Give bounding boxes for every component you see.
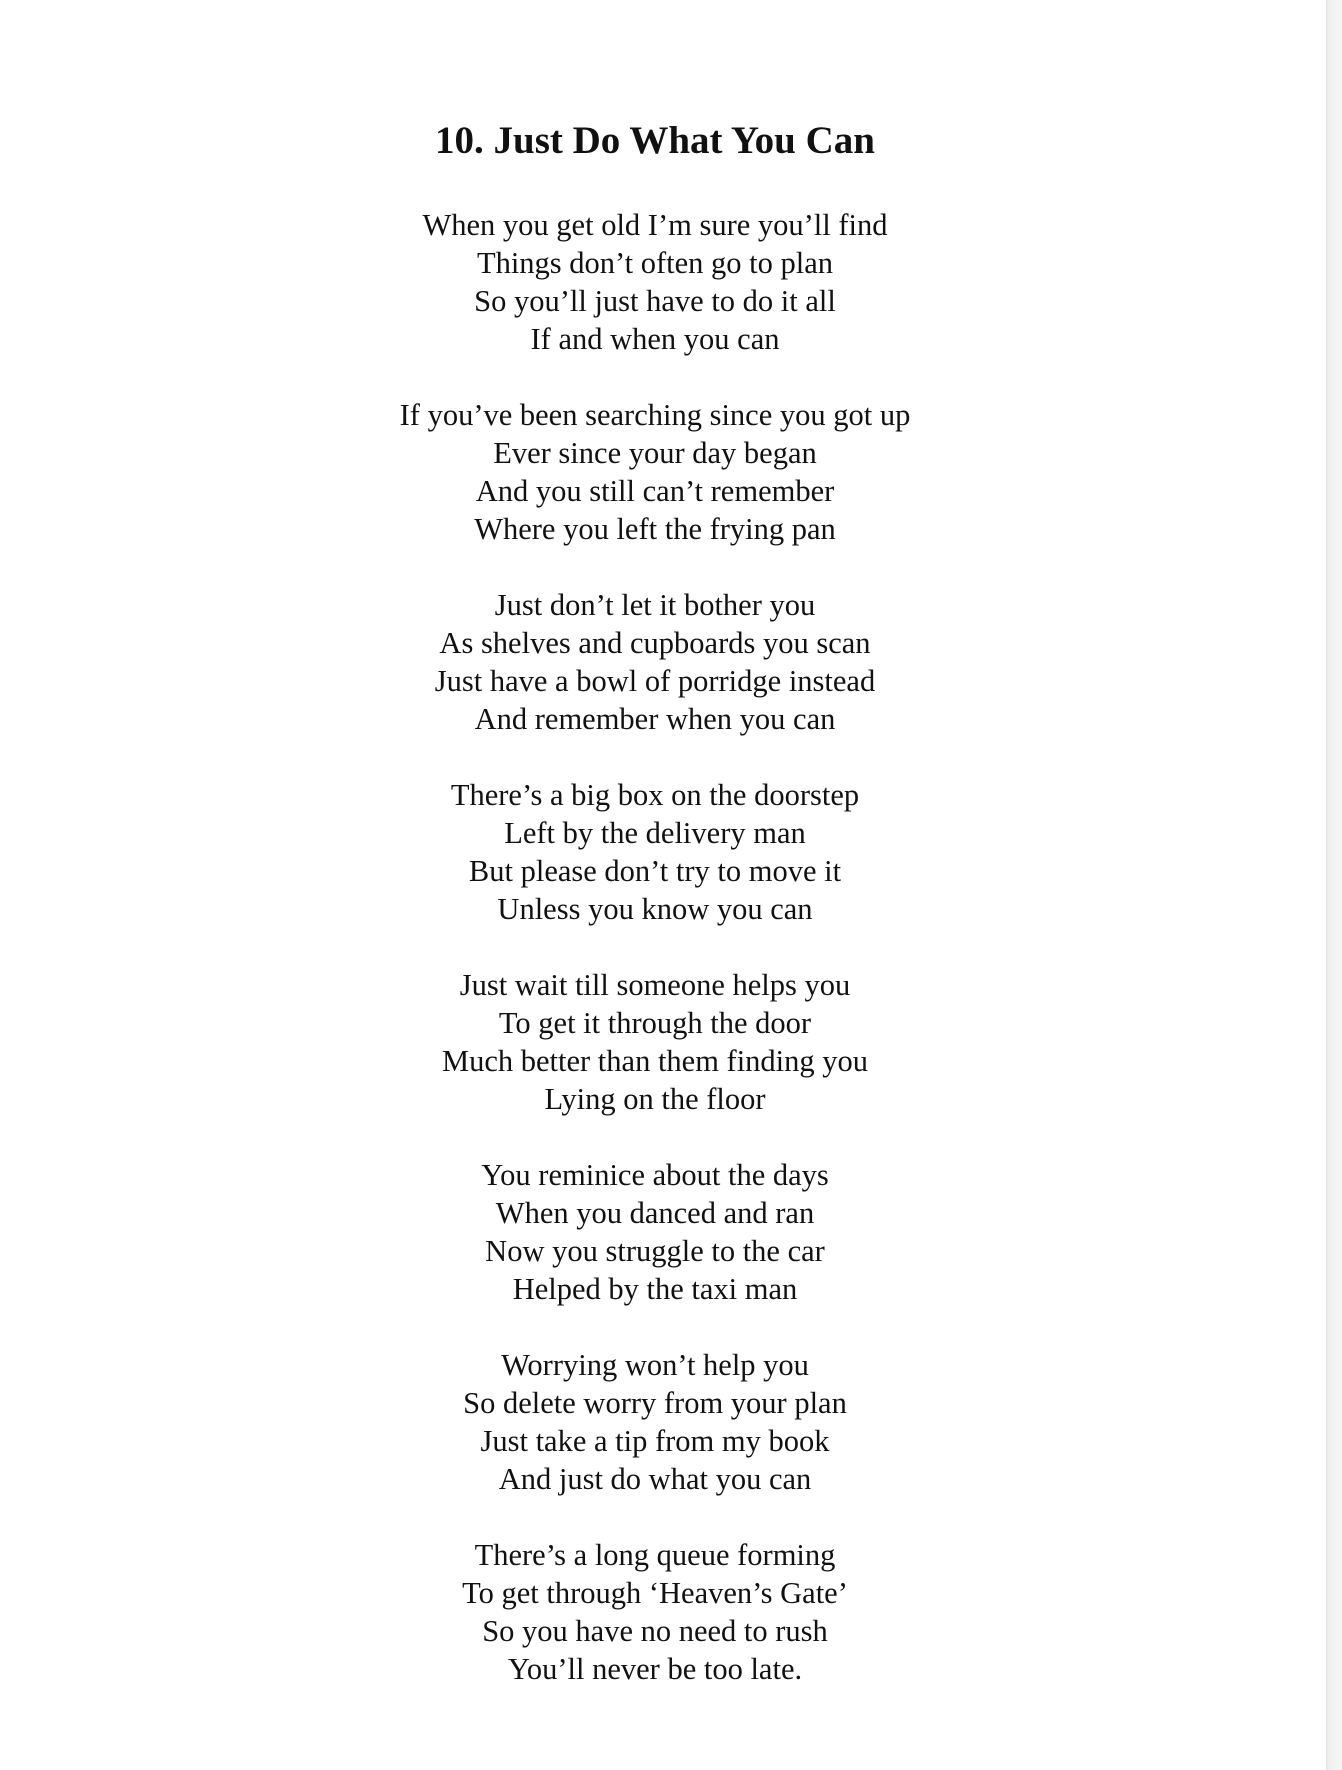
poem-line: So you’ll just have to do it all <box>474 284 836 318</box>
stanza-3 <box>0 586 1310 738</box>
poem-line: Just take a tip from my book <box>480 1424 830 1458</box>
poem-line: There’s a big box on the doorstep <box>450 778 860 812</box>
stanza-5 <box>0 966 1310 1118</box>
stanza-7 <box>0 1346 1310 1498</box>
poem-line: There’s a long queue forming <box>474 1538 836 1572</box>
poem-line: So you have no need to rush <box>482 1614 828 1648</box>
stanza-1 <box>0 206 1310 358</box>
poem-line: And just do what you can <box>498 1462 812 1496</box>
poem-line: Left by the delivery man <box>504 816 806 850</box>
poem-line: Ever since your day began <box>493 436 817 470</box>
page-edge-shadow <box>1326 0 1342 1770</box>
poem-line: If you’ve been searching since you got up <box>399 398 911 432</box>
poem-line: Just wait till someone helps you <box>459 968 851 1002</box>
poem-line: Now you struggle to the car <box>485 1234 825 1268</box>
poem-line: To get through ‘Heaven’s Gate’ <box>462 1576 848 1610</box>
poem-line: As shelves and cupboards you scan <box>439 626 871 660</box>
stanza-2 <box>0 396 1310 548</box>
poem-line: So delete worry from your plan <box>463 1386 847 1420</box>
poem-line: Things don’t often go to plan <box>476 246 834 280</box>
stanza-4 <box>0 776 1310 928</box>
poem-title: 10. Just Do What You Can <box>435 119 875 162</box>
poem-line: Unless you know you can <box>497 892 813 926</box>
poem-line: To get it through the door <box>498 1006 812 1040</box>
poem-line: Helped by the taxi man <box>512 1272 798 1306</box>
stanza-8 <box>0 1536 1310 1688</box>
poem-body <box>0 206 1310 1688</box>
poem-line: When you get old I’m sure you’ll find <box>422 208 888 242</box>
poem-line: Worrying won’t help you <box>501 1348 809 1382</box>
poem-line: But please don’t try to move it <box>468 854 842 888</box>
poem-line: If and when you can <box>530 322 780 356</box>
poem-line: When you danced and ran <box>495 1196 815 1230</box>
poem-line: Just have a bowl of porridge instead <box>434 664 876 698</box>
poem-line: Much better than them finding you <box>441 1044 869 1078</box>
poem-line: And you still can’t remember <box>475 474 835 508</box>
poem-line: And remember when you can <box>474 702 836 736</box>
poem-line: Where you left the frying pan <box>474 512 836 546</box>
poem-line: Just don’t let it bother you <box>494 588 816 622</box>
poem-line: You reminice about the days <box>481 1158 829 1192</box>
stanza-6 <box>0 1156 1310 1308</box>
poem-line: You’ll never be too late. <box>507 1652 803 1686</box>
poem-line: Lying on the floor <box>544 1082 766 1116</box>
